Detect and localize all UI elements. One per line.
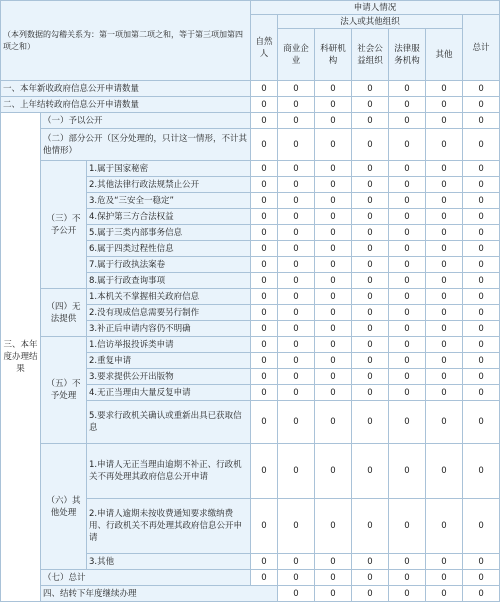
value-cell: 0 xyxy=(389,177,426,193)
header-natural-person: 自然人 xyxy=(251,15,278,81)
value-cell: 0 xyxy=(426,499,463,554)
value-cell: 0 xyxy=(278,586,315,602)
value-cell: 0 xyxy=(352,401,389,444)
value-cell: 0 xyxy=(315,499,352,554)
value-cell: 0 xyxy=(251,305,278,321)
value-cell: 0 xyxy=(352,257,389,273)
value-cell: 0 xyxy=(389,353,426,369)
table-row xyxy=(1,586,500,602)
value-cell: 0 xyxy=(389,586,426,602)
item-label: 8.属于行政查询事项 xyxy=(87,273,251,289)
value-cell: 0 xyxy=(315,586,352,602)
header-social: 社会公益组织 xyxy=(352,29,389,81)
value-cell: 0 xyxy=(352,161,389,177)
value-cell: 0 xyxy=(463,81,500,97)
value-cell: 0 xyxy=(278,161,315,177)
value-cell: 0 xyxy=(278,241,315,257)
item-label: 1.本机关不掌握相关政府信息 xyxy=(87,289,251,305)
row-label-new-requests: 一、本年新收政府信息公开申请数量 xyxy=(1,81,251,97)
value-cell: 0 xyxy=(463,369,500,385)
value-cell: 0 xyxy=(426,273,463,289)
item-label: 3.危及“三安全一稳定” xyxy=(87,193,251,209)
value-cell: 0 xyxy=(389,305,426,321)
value-cell: 0 xyxy=(389,129,426,161)
value-cell: 0 xyxy=(251,385,278,401)
value-cell: 0 xyxy=(251,570,278,586)
value-cell: 0 xyxy=(315,113,352,129)
value-cell: 0 xyxy=(352,499,389,554)
value-cell: 0 xyxy=(463,129,500,161)
value-cell: 0 xyxy=(352,289,389,305)
item-label: 4.无正当理由大量反复申请 xyxy=(87,385,251,401)
value-cell: 0 xyxy=(463,97,500,113)
value-cell: 0 xyxy=(389,369,426,385)
value-cell: 0 xyxy=(463,401,500,444)
value-cell: 0 xyxy=(389,97,426,113)
value-cell: 0 xyxy=(426,401,463,444)
table-row xyxy=(1,444,500,499)
value-cell: 0 xyxy=(251,273,278,289)
item-label: 3.补正后申请内容仍不明确 xyxy=(87,321,251,337)
value-cell: 0 xyxy=(278,225,315,241)
value-cell: 0 xyxy=(352,129,389,161)
value-cell: 0 xyxy=(426,177,463,193)
row-label-carry-next: 四、结转下年度继续办理 xyxy=(41,586,278,602)
value-cell: 0 xyxy=(278,81,315,97)
value-cell: 0 xyxy=(315,209,352,225)
value-cell: 0 xyxy=(278,273,315,289)
value-cell: 0 xyxy=(352,273,389,289)
value-cell: 0 xyxy=(251,81,278,97)
value-cell: 0 xyxy=(389,81,426,97)
value-cell: 0 xyxy=(315,385,352,401)
value-cell: 0 xyxy=(352,81,389,97)
item-label: 7.属于行政执法案卷 xyxy=(87,257,251,273)
value-cell: 0 xyxy=(389,241,426,257)
value-cell: 0 xyxy=(426,321,463,337)
value-cell: 0 xyxy=(426,225,463,241)
item-label: 3.要求提供公开出版物 xyxy=(87,369,251,385)
header-legal-service: 法律服务机构 xyxy=(389,29,426,81)
value-cell: 0 xyxy=(463,385,500,401)
value-cell: 0 xyxy=(352,353,389,369)
value-cell: 0 xyxy=(426,193,463,209)
group-label-unable: （四）无法提供 xyxy=(41,289,87,337)
value-cell: 0 xyxy=(278,321,315,337)
header-applicant: 申请人情况 xyxy=(251,1,500,15)
item-label: 1.申请人无正当理由逾期不补正、行政机关不再处理其政府信息公开申请 xyxy=(87,444,251,499)
value-cell: 0 xyxy=(463,193,500,209)
group-label-not-processed: （五）不予处理 xyxy=(41,337,87,444)
value-cell: 0 xyxy=(352,305,389,321)
value-cell: 0 xyxy=(315,305,352,321)
value-cell: 0 xyxy=(251,97,278,113)
value-cell: 0 xyxy=(278,554,315,570)
group-label-not-disclosed: （三）不予公开 xyxy=(41,161,87,289)
value-cell: 0 xyxy=(251,177,278,193)
value-cell: 0 xyxy=(426,241,463,257)
value-cell: 0 xyxy=(315,369,352,385)
value-cell: 0 xyxy=(352,444,389,499)
value-cell: 0 xyxy=(251,369,278,385)
value-cell: 0 xyxy=(251,499,278,554)
value-cell: 0 xyxy=(352,369,389,385)
value-cell: 0 xyxy=(426,554,463,570)
value-cell: 0 xyxy=(463,337,500,353)
value-cell: 0 xyxy=(463,570,500,586)
table-row xyxy=(1,161,500,177)
item-label: 1.属于国家秘密 xyxy=(87,161,251,177)
header-research: 科研机构 xyxy=(315,29,352,81)
item-label: 6.属于四类过程性信息 xyxy=(87,241,251,257)
value-cell: 0 xyxy=(278,129,315,161)
value-cell: 0 xyxy=(389,570,426,586)
value-cell: 0 xyxy=(389,499,426,554)
value-cell: 0 xyxy=(463,289,500,305)
value-cell: 0 xyxy=(426,444,463,499)
section-label-results: 三、本年度办理结果 xyxy=(1,113,41,602)
table-row xyxy=(1,81,500,97)
value-cell: 0 xyxy=(463,241,500,257)
value-cell: 0 xyxy=(278,113,315,129)
value-cell: 0 xyxy=(426,161,463,177)
value-cell: 0 xyxy=(278,97,315,113)
header-legal-group: 法人或其他组织 xyxy=(278,15,463,29)
value-cell: 0 xyxy=(463,353,500,369)
value-cell: 0 xyxy=(278,257,315,273)
value-cell: 0 xyxy=(278,499,315,554)
value-cell: 0 xyxy=(315,129,352,161)
table-row xyxy=(1,97,500,113)
value-cell: 0 xyxy=(352,554,389,570)
value-cell: 0 xyxy=(278,289,315,305)
value-cell: 0 xyxy=(389,193,426,209)
item-label: 1.信访举报投诉类申请 xyxy=(87,337,251,353)
table-row xyxy=(1,289,500,305)
value-cell: 0 xyxy=(278,385,315,401)
value-cell: 0 xyxy=(352,225,389,241)
value-cell: 0 xyxy=(352,193,389,209)
value-cell: 0 xyxy=(251,113,278,129)
value-cell: 0 xyxy=(315,257,352,273)
value-cell: 0 xyxy=(389,321,426,337)
value-cell: 0 xyxy=(251,193,278,209)
value-cell: 0 xyxy=(389,113,426,129)
value-cell: 0 xyxy=(315,353,352,369)
group-label-disclosed: （一）予以公开 xyxy=(41,113,251,129)
value-cell: 0 xyxy=(463,225,500,241)
value-cell: 0 xyxy=(251,401,278,444)
value-cell: 0 xyxy=(251,129,278,161)
value-cell: 0 xyxy=(251,241,278,257)
value-cell: 0 xyxy=(463,586,500,602)
value-cell: 0 xyxy=(389,257,426,273)
value-cell: 0 xyxy=(315,444,352,499)
value-cell: 0 xyxy=(315,401,352,444)
value-cell: 0 xyxy=(278,444,315,499)
value-cell: 0 xyxy=(463,161,500,177)
value-cell: 0 xyxy=(389,161,426,177)
value-cell: 0 xyxy=(278,337,315,353)
value-cell: 0 xyxy=(251,209,278,225)
value-cell: 0 xyxy=(463,209,500,225)
value-cell: 0 xyxy=(389,209,426,225)
value-cell: 0 xyxy=(389,289,426,305)
value-cell: 0 xyxy=(315,81,352,97)
value-cell: 0 xyxy=(315,554,352,570)
value-cell: 0 xyxy=(463,177,500,193)
value-cell: 0 xyxy=(352,113,389,129)
value-cell: 0 xyxy=(389,444,426,499)
value-cell: 0 xyxy=(352,337,389,353)
value-cell: 0 xyxy=(315,289,352,305)
value-cell: 0 xyxy=(251,353,278,369)
row-label-carried-over: 二、上年结转政府信息公开申请数量 xyxy=(1,97,251,113)
value-cell: 0 xyxy=(426,257,463,273)
value-cell: 0 xyxy=(251,257,278,273)
value-cell: 0 xyxy=(463,113,500,129)
value-cell: 0 xyxy=(389,337,426,353)
value-cell: 0 xyxy=(426,97,463,113)
value-cell: 0 xyxy=(352,385,389,401)
value-cell: 0 xyxy=(251,289,278,305)
value-cell: 0 xyxy=(426,129,463,161)
value-cell: 0 xyxy=(251,225,278,241)
value-cell: 0 xyxy=(251,554,278,570)
value-cell: 0 xyxy=(426,289,463,305)
value-cell: 0 xyxy=(426,305,463,321)
value-cell: 0 xyxy=(389,401,426,444)
value-cell: 0 xyxy=(463,554,500,570)
value-cell: 0 xyxy=(389,273,426,289)
value-cell: 0 xyxy=(278,305,315,321)
group-label-total: （七）总计 xyxy=(41,570,251,586)
value-cell: 0 xyxy=(315,337,352,353)
value-cell: 0 xyxy=(315,273,352,289)
value-cell: 0 xyxy=(463,257,500,273)
value-cell: 0 xyxy=(389,225,426,241)
value-cell: 0 xyxy=(426,337,463,353)
value-cell: 0 xyxy=(315,177,352,193)
value-cell: 0 xyxy=(251,337,278,353)
value-cell: 0 xyxy=(352,97,389,113)
value-cell: 0 xyxy=(352,209,389,225)
value-cell: 0 xyxy=(278,177,315,193)
value-cell: 0 xyxy=(278,401,315,444)
value-cell: 0 xyxy=(251,161,278,177)
value-cell: 0 xyxy=(426,113,463,129)
value-cell: 0 xyxy=(352,586,389,602)
value-cell: 0 xyxy=(315,241,352,257)
value-cell: 0 xyxy=(315,97,352,113)
value-cell: 0 xyxy=(352,321,389,337)
value-cell: 0 xyxy=(278,193,315,209)
value-cell: 0 xyxy=(352,177,389,193)
value-cell: 0 xyxy=(426,570,463,586)
value-cell: 0 xyxy=(463,444,500,499)
value-cell: 0 xyxy=(278,369,315,385)
table-row xyxy=(1,113,500,129)
value-cell: 0 xyxy=(426,81,463,97)
header-other: 其他 xyxy=(426,29,463,81)
item-label: 2.申请人逾期未按收费通知要求缴纳费用、行政机关不再处理其政府信息公开申请 xyxy=(87,499,251,554)
value-cell: 0 xyxy=(352,241,389,257)
value-cell: 0 xyxy=(463,499,500,554)
value-cell: 0 xyxy=(389,385,426,401)
value-cell: 0 xyxy=(463,273,500,289)
value-cell: 0 xyxy=(426,369,463,385)
value-cell: 0 xyxy=(251,321,278,337)
value-cell: 0 xyxy=(315,321,352,337)
table-row xyxy=(1,129,500,161)
value-cell: 0 xyxy=(352,570,389,586)
value-cell: 0 xyxy=(315,570,352,586)
item-label: 2.没有现成信息需要另行制作 xyxy=(87,305,251,321)
item-label: 5.属于三类内部事务信息 xyxy=(87,225,251,241)
value-cell: 0 xyxy=(389,554,426,570)
item-label: 5.要求行政机关确认或重新出具已获取信息 xyxy=(87,401,251,444)
header-row-1 xyxy=(1,1,500,15)
value-cell: 0 xyxy=(315,225,352,241)
value-cell: 0 xyxy=(278,570,315,586)
group-label-other-handling: （六）其他处理 xyxy=(41,444,87,570)
value-cell: 0 xyxy=(278,209,315,225)
value-cell: 0 xyxy=(463,305,500,321)
value-cell: 0 xyxy=(315,161,352,177)
value-cell: 0 xyxy=(315,193,352,209)
header-note: （本列数据的勾稽关系为：第一项加第二项之和，等于第三项加第四项之和） xyxy=(1,1,251,81)
value-cell: 0 xyxy=(426,353,463,369)
item-label: 2.其他法律行政法规禁止公开 xyxy=(87,177,251,193)
value-cell: 0 xyxy=(426,209,463,225)
table-row xyxy=(1,570,500,586)
value-cell: 0 xyxy=(426,586,463,602)
value-cell: 0 xyxy=(463,321,500,337)
header-total: 总计 xyxy=(463,15,500,81)
header-business: 商业企业 xyxy=(278,29,315,81)
value-cell: 0 xyxy=(251,444,278,499)
item-label: 2.重复申请 xyxy=(87,353,251,369)
item-label: 3.其他 xyxy=(87,554,251,570)
item-label: 4.保护第三方合法权益 xyxy=(87,209,251,225)
group-label-partial: （二）部分公开（区分处理的，只计这一情形，不计其他情形） xyxy=(41,129,251,161)
table-row xyxy=(1,337,500,353)
value-cell: 0 xyxy=(426,385,463,401)
value-cell: 0 xyxy=(278,353,315,369)
